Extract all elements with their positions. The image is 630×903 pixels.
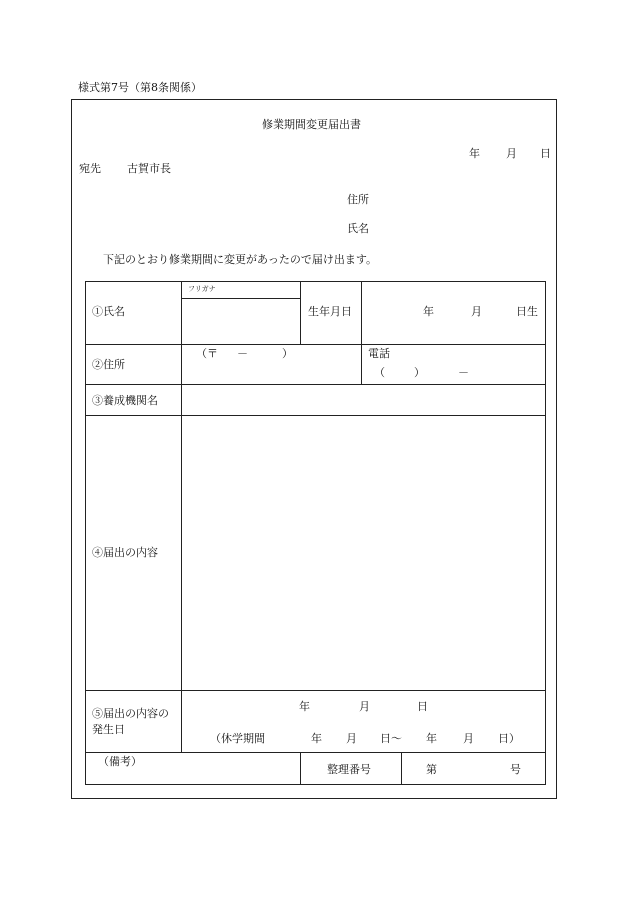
leave-year-1: 年 (311, 731, 322, 745)
occurrence-day: 日 (417, 699, 428, 713)
occurrence-month: 月 (359, 699, 370, 713)
applicant-address-label: 住所 (347, 193, 369, 206)
dob-year: 年 (423, 305, 434, 318)
occurrence-label-line2: 発生日 (92, 722, 125, 736)
remarks-label: （備考） (98, 754, 142, 768)
leave-month-2: 月 (463, 731, 474, 745)
name-value-cell[interactable] (182, 299, 301, 345)
phone-close: ） (414, 366, 425, 380)
remarks-cell[interactable] (86, 752, 301, 784)
document-title: 修業期間変更届出書 (262, 118, 361, 131)
content-value-cell[interactable] (182, 416, 546, 691)
dob-month: 月 (471, 305, 482, 318)
leave-day-2: 日） (498, 731, 520, 745)
addressee-label: 宛先 (79, 162, 101, 175)
serial-suffix: 号 (510, 762, 521, 776)
postal-close: ） (282, 347, 293, 361)
leave-year-2: 年 (426, 731, 437, 745)
phone-cell[interactable] (362, 345, 546, 385)
form-number: 様式第7号（第8条関係） (78, 81, 202, 94)
institution-value-cell[interactable] (182, 385, 546, 416)
name-label-cell (86, 282, 182, 345)
phone-label: 電話 (368, 347, 390, 361)
address-label: ②住所 (92, 358, 125, 372)
leave-month-1: 月 (346, 731, 357, 745)
dob-label: 生年月日 (308, 305, 352, 318)
date-year-label: 年 (469, 147, 480, 160)
serial-label-cell (301, 752, 402, 784)
content-label-cell (86, 416, 182, 691)
occurrence-label-line1: ⑤届出の内容の (92, 706, 169, 720)
institution-label-cell (86, 385, 182, 416)
name-label: ①氏名 (92, 305, 125, 318)
postal-open: （〒 (196, 347, 218, 361)
serial-label: 整理番号 (327, 762, 371, 776)
occurrence-year: 年 (299, 699, 310, 713)
leave-day-1: 日～ (380, 731, 402, 745)
date-month-label: 月 (506, 147, 517, 160)
furigana-label: フリガナ (188, 285, 216, 293)
address-label-cell (86, 345, 182, 385)
postal-dash: － (237, 347, 248, 361)
addressee-name: 古賀市長 (127, 162, 171, 175)
occurrence-label-cell (86, 690, 182, 752)
date-day-label: 日 (540, 147, 551, 160)
applicant-name-label: 氏名 (347, 222, 369, 235)
phone-open: （ (374, 366, 385, 380)
content-label: ④届出の内容 (92, 546, 158, 560)
serial-prefix: 第 (426, 762, 437, 776)
dob-value-cell[interactable] (362, 282, 546, 345)
occurrence-value-cell[interactable] (182, 690, 546, 752)
serial-value-cell[interactable] (402, 752, 546, 784)
address-value-cell[interactable] (182, 345, 362, 385)
leave-prefix: （休学期間 (210, 731, 265, 745)
phone-dash: － (458, 366, 469, 380)
dob-day: 日生 (516, 305, 538, 318)
intro-text: 下記のとおり修業期間に変更があったので届け出ます。 (103, 253, 378, 266)
dob-label-cell (301, 282, 362, 345)
furigana-cell[interactable] (182, 282, 301, 299)
institution-label: ③養成機関名 (92, 394, 158, 408)
form-table (85, 281, 546, 785)
